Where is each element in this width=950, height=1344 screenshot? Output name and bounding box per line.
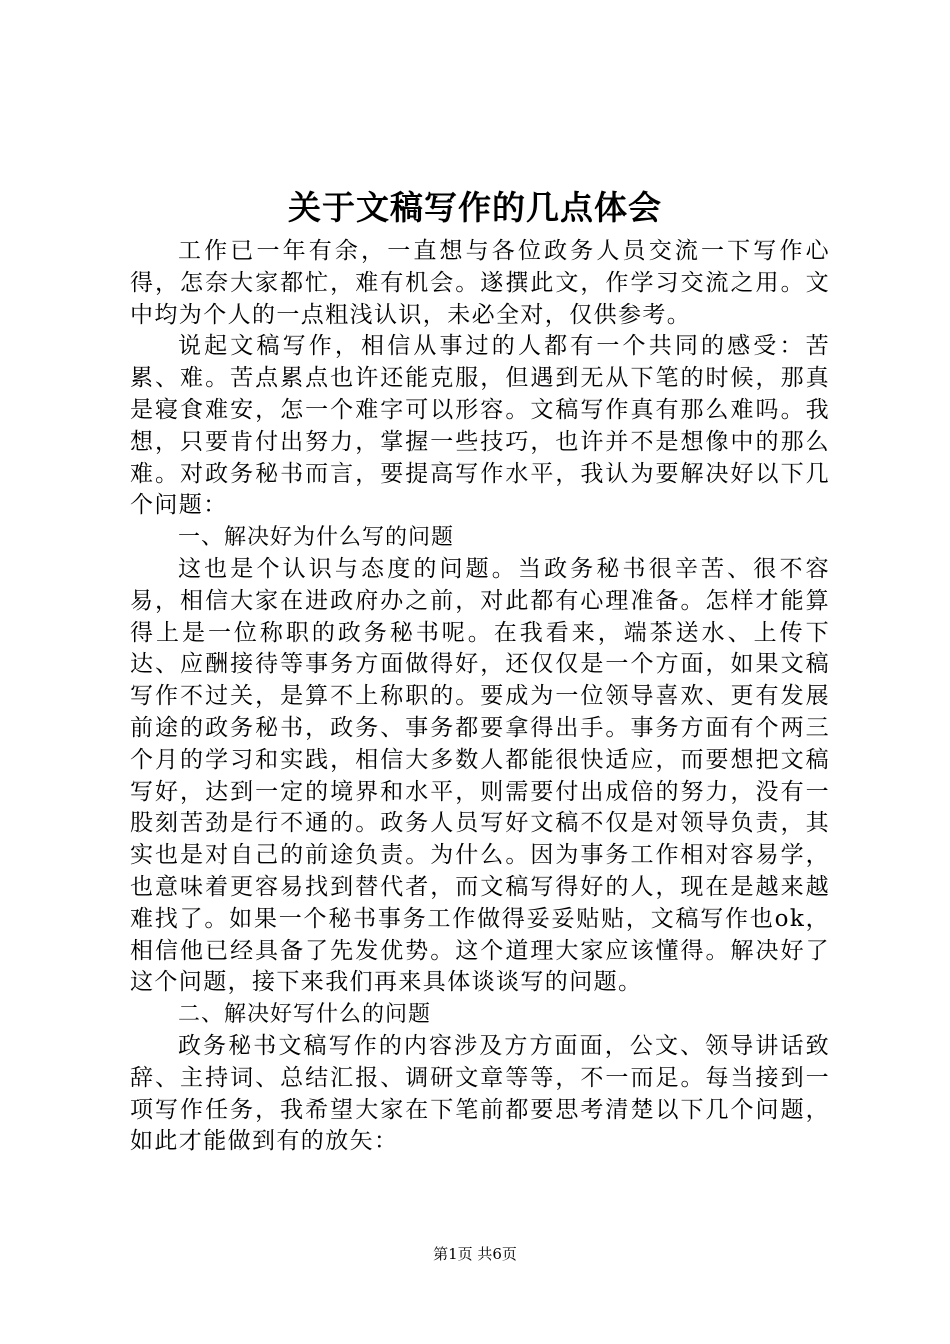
- section-heading-1: 一、解决好为什么写的问题: [178, 525, 455, 551]
- document-body: [130, 236, 830, 1158]
- section-heading-2: 二、解决好写什么的问题: [178, 1002, 432, 1028]
- paragraph-intro: 工作已一年有余，一直想与各位政务人员交流一下写作心得，怎奈大家都忙，难有机会。遂撰此文，作学习交流之用。文中均为个人的一点粗浅认识，未必全对，仅供参考。: [130, 238, 830, 328]
- paragraph-section-1: 这也是个认识与态度的问题。当政务秘书很辛苦、很不容易，相信大家在进政府办之前，对此都有心理准备。怎样才能算得上是一位称职的政务秘书呢。在我看来，端茶送水、上传下达、应酬接待等事务方面做得好，还仅仅是一个方面，如果文稿写作不过关，是算不上称职的。要成为一位领导喜欢、更有发展前途的政务秘书，政务、事务都要拿得出手。事务方面有个两三个月的学习和实践，相信大多数人都能很快适应，而要想把文稿写好，达到一定的境界和水平，则需要付出成倍的努力，没有一股刻苦劲是行不通的。政务人员写好文稿不仅是对领导负责，其实也是对自己的前途负责。为什么。因为事务工作相对容易学，也意味着更容易找到替代者，而文稿写得好的人，现在是越来越难找了。如果一个秘书事务工作做得妥妥贴贴，文稿写作也ok，相信他已经具备了先发优势。这个道理大家应该懂得。解决好了这个问题，接下来我们再来具体谈谈写的问题。: [130, 555, 830, 996]
- paragraph-difficulty: 说起文稿写作，相信从事过的人都有一个共同的感受：苦累、难。苦点累点也许还能克服，但遇到无从下笔的时候，那真是寝食难安，怎一个难字可以形容。文稿写作真有那么难吗。我想，只要肯付出努力，掌握一些技巧，也许并不是想像中的那么难。对政务秘书而言，要提高写作水平，我认为要解决好以下几个问题：: [130, 333, 830, 519]
- document-title: 关于文稿写作的几点体会: [288, 188, 662, 227]
- paragraph-section-2: 政务秘书文稿写作的内容涉及方方面面，公文、领导讲话致辞、主持词、总结汇报、调研文章等等，不一而足。每当接到一项写作任务，我希望大家在下笔前都要思考清楚以下几个问题，如此才能做到有的放矢：: [130, 1032, 830, 1155]
- page-number-footer: 第1页 共6页: [433, 1245, 517, 1263]
